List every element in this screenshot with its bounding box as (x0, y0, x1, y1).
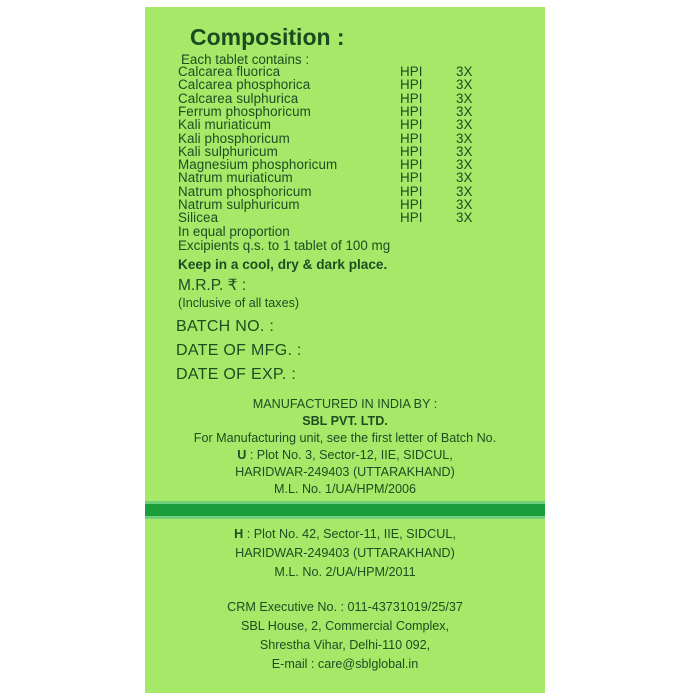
ingredient-row (178, 197, 473, 212)
ingredient-name: Silicea (178, 210, 219, 226)
ingredient-pharmacopoeia: HPI (400, 130, 423, 146)
excipients-note: Excipients q.s. to 1 tablet of 100 mg (178, 238, 391, 253)
crm-number: CRM Executive No. : 011-43731019/25/37 (227, 600, 463, 614)
unit-h-line1: : Plot No. 42, Sector-11, IIE, SIDCUL, (246, 527, 456, 541)
date-of-mfg-label: DATE OF MFG. : (176, 342, 302, 359)
ingredient-name: Calcarea fluorica (178, 64, 281, 79)
unit-u-address-line1 (145, 448, 545, 462)
ingredient-pharmacopoeia: HPI (400, 90, 423, 106)
ingredient-name: Ferrum phosphoricum (178, 103, 311, 119)
ingredient-potency: 3X (456, 143, 473, 159)
ingredient-name: Kali muriaticum (178, 117, 272, 133)
ingredient-potency: 3X (456, 210, 473, 226)
unit-u-label: U (237, 448, 247, 462)
ingredient-potency: 3X (456, 170, 473, 186)
proportion-note: In equal proportion (178, 224, 290, 239)
ingredient-pharmacopoeia: HPI (400, 143, 423, 159)
composition-intro: Each tablet contains : (181, 52, 310, 67)
ingredient-row (178, 77, 473, 93)
ingredient-list (178, 65, 498, 230)
ingredient-name: Natrum phosphoricum (178, 183, 312, 199)
ingredient-row (178, 103, 473, 119)
ingredient-row (178, 90, 473, 106)
ingredient-pharmacopoeia: HPI (400, 64, 423, 79)
ingredient-row (178, 64, 473, 79)
ingredient-row (178, 157, 473, 173)
mrp-label: M.R.P. ₹ : (178, 277, 247, 294)
ingredient-pharmacopoeia: HPI (400, 183, 423, 199)
ingredient-row (178, 130, 473, 146)
date-of-exp-label: DATE OF EXP. : (176, 366, 297, 383)
ingredient-name: Natrum sulphuricum (178, 197, 300, 212)
ingredient-name: Calcarea sulphurica (178, 90, 299, 106)
mrp-note: (Inclusive of all taxes) (178, 296, 300, 310)
unit-h-label: H (234, 527, 244, 541)
composition-title: Composition : (190, 24, 345, 50)
company-name: SBL PVT. LTD. (302, 414, 388, 428)
ingredient-potency: 3X (456, 90, 473, 106)
ingredient-row (178, 170, 473, 186)
unit-u-address-line2: HARIDWAR-249403 (UTTARAKHAND) (235, 465, 455, 479)
ingredient-potency: 3X (456, 103, 473, 119)
ingredient-potency: 3X (456, 130, 473, 146)
ingredient-potency: 3X (456, 197, 473, 212)
ingredient-pharmacopoeia: HPI (400, 197, 423, 212)
ingredient-potency: 3X (456, 64, 473, 79)
contact-address-line2: Shrestha Vihar, Delhi-110 092, (259, 638, 431, 652)
ingredient-name: Natrum muriaticum (178, 170, 293, 186)
ingredient-name: Kali phosphoricum (178, 130, 290, 146)
ingredient-row (178, 117, 473, 133)
ingredient-name: Magnesium phosphoricum (178, 157, 338, 173)
ingredient-potency: 3X (456, 157, 473, 173)
ingredient-pharmacopoeia: HPI (400, 157, 423, 173)
ingredient-row (178, 183, 473, 199)
unit-u-license: M.L. No. 1/UA/HPM/2006 (273, 482, 417, 496)
ingredient-potency: 3X (456, 183, 473, 199)
ingredient-name: Kali sulphuricum (178, 143, 278, 159)
ingredient-row (178, 210, 473, 226)
ingredient-pharmacopoeia: HPI (400, 77, 423, 93)
unit-h-address-line1 (145, 527, 545, 541)
storage-instruction: Keep in a cool, dry & dark place. (178, 257, 388, 272)
ingredient-row (178, 143, 473, 159)
manufactured-in-heading: MANUFACTURED IN INDIA BY : (252, 397, 438, 411)
ingredient-name: Calcarea phosphorica (178, 77, 311, 93)
unit-u-line1: : Plot No. 3, Sector-12, IIE, SIDCUL, (249, 448, 453, 462)
contact-email: E-mail : care@sblglobal.in (271, 657, 419, 671)
manufacturing-unit-note: For Manufacturing unit, see the first letter of Batch No. (193, 431, 497, 445)
ingredient-pharmacopoeia: HPI (400, 170, 423, 186)
ingredient-pharmacopoeia: HPI (400, 210, 423, 226)
contact-address-line1: SBL House, 2, Commercial Complex, (240, 619, 450, 633)
batch-no-label: BATCH NO. : (176, 318, 275, 335)
unit-h-license: M.L. No. 2/UA/HPM/2011 (274, 565, 416, 579)
ingredient-potency: 3X (456, 77, 473, 93)
ingredient-pharmacopoeia: HPI (400, 103, 423, 119)
ingredient-pharmacopoeia: HPI (400, 117, 423, 133)
unit-h-address-line2: HARIDWAR-249403 (UTTARAKHAND) (235, 546, 455, 560)
divider-stripe (145, 501, 545, 519)
ingredient-potency: 3X (456, 117, 473, 133)
